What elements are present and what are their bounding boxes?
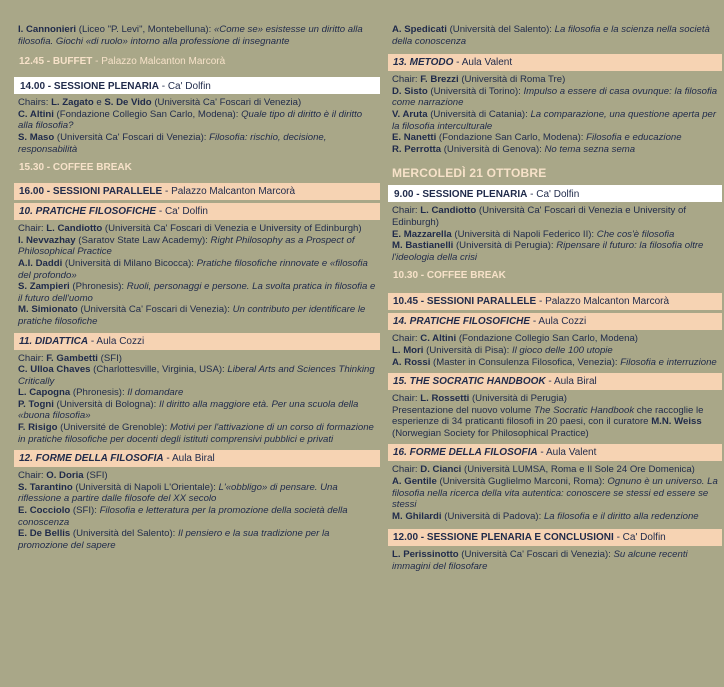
talk-title: Filosofia: rischio, decisione, responsabilità — [18, 131, 327, 155]
chair-affiliation: (Università LUMSA, Roma e Il Sole 24 Ore Domenica) — [461, 464, 695, 476]
session-venue: - Aula Cozzi — [88, 335, 145, 347]
talk-title: Che cos'è filosofia — [596, 228, 675, 240]
session-venue: - Palazzo Malcanton Marcorà — [162, 186, 296, 198]
buffet-label — [14, 54, 380, 70]
speaker-name: S. Maso — [18, 131, 55, 143]
talk-item — [18, 235, 376, 258]
chair-label: Chair: — [392, 74, 421, 86]
speaker-name: L. Capogna — [18, 387, 71, 399]
speaker-name: L. Perissinotto — [392, 549, 459, 561]
chair-affiliation: (Università Ca' Foscari di Venezia) — [151, 97, 302, 109]
description-text: Presentazione del nuovo volume — [392, 404, 534, 416]
session-time: 10.45 - SESSIONI PARALLELE — [393, 296, 537, 308]
speaker-name: S. Tarantino — [18, 481, 73, 493]
talk-title: Impulso a essere di casa ovunque: la filosofia come narrazione — [392, 85, 718, 109]
talk-title: Pratiche filosofiche rinnovate e «filosofia del profondo» — [18, 257, 368, 281]
intro-talk — [14, 24, 380, 47]
talk-title: La comparazione, una questione aperta per la filosofia interculturale — [392, 108, 717, 132]
chair-name: L. Zagato — [51, 97, 94, 109]
chair-label: Chair: — [392, 333, 421, 345]
speaker-affiliation: (Saratov State Law Academy): — [75, 234, 211, 246]
talk-item — [18, 281, 376, 304]
session-title: 10. PRATICHE FILOSOFICHE — [19, 206, 157, 218]
talk-item — [18, 505, 376, 528]
chair-name: L. Candiotto — [420, 205, 477, 217]
speaker-affiliation: (Università di Catania): — [427, 108, 531, 120]
chair-name: L. Candiotto — [46, 223, 103, 235]
plenaria-12-header — [388, 529, 722, 546]
speaker-affiliation: (Université de Grenoble): — [57, 422, 170, 434]
speaker-name: L. Mori — [392, 344, 424, 356]
session-16-header — [388, 444, 722, 461]
speaker-name: I. Nevvazhay — [18, 234, 76, 246]
talk-title: Filosofia e educazione — [586, 132, 682, 144]
speaker-affiliation: (Master in Consulenza Filosofica, Venezia): — [430, 356, 621, 368]
talk-title: L'«obbligo» di pensare. Una riflessione a partire dalle filosofe del XX secolo — [18, 481, 338, 505]
chair-affiliation: (Università Ca' Foscari di Venezia e University of Edinburgh) — [102, 223, 362, 235]
speaker-affiliation: (Università Ca' Foscari di Venezia): — [77, 304, 233, 316]
talk-item — [392, 86, 718, 109]
plenaria-14-header — [14, 77, 380, 94]
speaker-name: R. Perrotta — [392, 143, 442, 155]
talk-item — [392, 109, 718, 132]
speaker-affiliation: (Università Ca' Foscari di Venezia): — [458, 549, 614, 561]
buffet-time: 12.45 - BUFFET — [19, 56, 93, 68]
chair-name: C. Altini — [420, 333, 457, 345]
talk-title: «Come se» esistesse un diritto alla filosofia. Giochi «di ruolo» intorno alla professione di insegnante — [18, 24, 363, 47]
talk-title: Ognuno è un universo. La filosofia nella ricerca della vita autentica: conoscere se stessi ed essere se stessi — [392, 476, 718, 511]
speaker-name: C. Altini — [18, 108, 54, 120]
talk-title: Motivi per l'attivazione di un corso di formazione in pratiche filosofiche per docenti degli istituti comprensivi pubblici e privati — [18, 422, 374, 445]
speaker-affiliation: (Università di Torino): — [427, 85, 524, 97]
speaker-name: E. Mazzarella — [392, 228, 452, 240]
speaker-name: C. Ulloa Chaves — [18, 364, 91, 376]
speaker-name: M. Simionato — [18, 304, 78, 316]
session-venue: - Aula Valent — [537, 447, 597, 459]
speaker-affiliation: (Phronesis): — [70, 387, 128, 399]
chair-name: S. De Vido — [104, 97, 152, 109]
speaker-name: V. Aruta — [392, 108, 428, 120]
buffet-venue: - Palazzo Malcanton Marcorà — [92, 56, 226, 68]
talk-item — [18, 422, 376, 445]
session-15-header — [388, 373, 722, 390]
talk-title: Il diritto alla maggiore età. Per una scuola della «buona filosofia» — [18, 398, 359, 422]
talk-item — [392, 345, 718, 357]
talk-item — [392, 144, 718, 156]
speaker-name: E. Nanetti — [392, 132, 437, 144]
session-venue: - Aula Valent — [453, 57, 513, 69]
speaker-name: E. Cocciolo — [18, 505, 71, 517]
talk-item — [392, 229, 718, 241]
speaker-affiliation: (Università Guglielmo Marconi, Roma): — [436, 476, 608, 488]
description-text: che raccoglie le esperienze di 34 praticanti filosofi in 20 paesi, con il curatore — [392, 404, 704, 428]
session-venue: - Aula Biral — [163, 453, 215, 465]
session-14-body — [388, 333, 722, 368]
talk-title: Filosofia e letteratura per la promozione della società della conoscenza — [18, 505, 348, 528]
speaker-affiliation: (Fondazione San Carlo, Modena): — [436, 132, 587, 144]
left-column — [14, 24, 380, 551]
talk-title: Filosofia e interruzione — [620, 356, 717, 368]
talk-item — [392, 511, 718, 523]
speaker-name: A. Spedicati — [392, 24, 447, 35]
talk-item — [392, 240, 718, 263]
session-venue: - Aula Biral — [545, 376, 597, 388]
intro-talk — [388, 24, 722, 47]
chair-name: L. Rossetti — [420, 393, 470, 405]
talk-item — [18, 364, 376, 387]
curator-name: M.N. Weiss — [651, 416, 702, 428]
session-16-body — [388, 464, 722, 522]
right-column — [388, 24, 722, 573]
talk-item — [392, 357, 718, 369]
talk-item — [18, 258, 376, 281]
talk-title: Un contributo per identificare le pratiche filosofiche — [18, 304, 366, 327]
session-title: 15. THE SOCRATIC HANDBOOK — [393, 376, 546, 388]
chair-name: F. Gambetti — [46, 352, 98, 364]
session-13-header — [388, 54, 722, 71]
talk-item — [18, 387, 376, 399]
session-venue: - Ca' Dolfin — [613, 532, 666, 544]
talk-title: Liberal Arts and Sciences Thinking Critically — [18, 364, 375, 387]
chair-label: Chair: — [392, 205, 421, 217]
speaker-affiliation: (Università del Salento): — [70, 528, 178, 540]
session-11-header — [14, 333, 380, 350]
chair-affiliation: (SFI) — [97, 352, 122, 364]
plenaria-14-body — [14, 97, 380, 155]
session-venue: - Ca' Dolfin — [156, 206, 208, 218]
speaker-affiliation: (Università di Genova): — [441, 143, 545, 155]
speaker-affiliation: (Università di Padova): — [441, 510, 544, 522]
chair-name: F. Brezzi — [420, 74, 459, 86]
talk-item — [18, 304, 376, 327]
speaker-affiliation: (Università di Napoli Federico II): — [451, 228, 597, 240]
session-venue: - Ca' Dolfin — [158, 81, 211, 93]
session-15-body — [388, 393, 722, 439]
chair-label: Chair: — [392, 393, 421, 405]
plenaria-12-body — [388, 549, 722, 572]
session-12-body — [14, 470, 380, 551]
parallele-16-header — [14, 183, 380, 200]
speaker-affiliation: (Università di Pisa): — [423, 344, 512, 356]
speaker-name: D. Sisto — [392, 85, 428, 97]
talk-item — [392, 132, 718, 144]
coffee-break-label: 10.30 - COFFEE BREAK — [393, 270, 506, 282]
coffee-break-label: 15.30 - COFFEE BREAK — [19, 162, 132, 174]
talk-title: Il domandare — [127, 387, 184, 399]
talk-title: Ruoli, personaggi e persone. La svolta pratica in filosofia e il futuro dell'uomo — [18, 281, 376, 304]
curator-affiliation: (Norwegian Society for Philosophical Practice) — [392, 427, 589, 439]
chairs-label: Chairs: — [18, 97, 52, 109]
speaker-affiliation: (Università Ca' Foscari di Venezia): — [54, 131, 210, 143]
speaker-name: F. Risigo — [18, 422, 58, 434]
chair-affiliation: (SFI) — [83, 470, 108, 482]
talk-title: Right Philosophy as a Prospect of Philosophical Practice — [18, 234, 355, 258]
speaker-name: A.I. Daddi — [18, 257, 63, 269]
session-13-body — [388, 74, 722, 155]
session-title: 14. PRATICHE FILOSOFICHE — [393, 316, 531, 328]
talk-title: Ripensare il futuro: la filosofia oltre l'ideologia della crisi — [392, 240, 704, 263]
speaker-name: P. Togni — [18, 398, 54, 410]
talk-item — [18, 399, 376, 422]
speaker-name: M. Ghilardi — [392, 510, 442, 522]
session-10-body — [14, 223, 380, 327]
chair-label: Chair: — [18, 352, 47, 364]
session-time: 14.00 - SESSIONE PLENARIA — [20, 81, 159, 93]
chair-label: Chair: — [392, 464, 421, 476]
parallele-1045-header — [388, 293, 722, 310]
chair-name: O. Doria — [46, 470, 84, 482]
talk-title: Quale tipo di diritto è il diritto alla filosofia? — [18, 108, 363, 132]
book-title: The Socratic Handbook — [533, 404, 635, 416]
speaker-affiliation: (Università di Napoli L'Orientale): — [72, 481, 219, 493]
speaker-affiliation: (Università di Milano Bicocca): — [62, 257, 197, 269]
talk-title: Il gioco delle 100 utopie — [511, 344, 613, 356]
chair-name: D. Cianci — [420, 464, 462, 476]
speaker-affiliation: (Fondazione Collegio San Carlo, Modena): — [53, 108, 242, 120]
talk-title: No tema sezna sema — [544, 143, 636, 155]
talk-title: La filosofia e il diritto alla redenzione — [543, 510, 699, 522]
plenaria-9-body — [388, 205, 722, 263]
speaker-name: A. Rossi — [392, 356, 431, 368]
session-12-header — [14, 450, 380, 467]
chair-affiliation: (Università Ca' Foscari di Venezia e University of Edinburgh) — [392, 205, 686, 228]
chair-affiliation: (Fondazione Collegio San Carlo, Modena) — [456, 333, 639, 345]
speaker-affiliation: (Liceo "P. Levi", Montebelluna): — [76, 24, 214, 35]
session-venue: - Ca' Dolfin — [527, 189, 580, 201]
chair-conjunction: e — [93, 97, 105, 109]
speaker-affiliation: (Charlottesville, Virginia, USA): — [90, 364, 228, 376]
session-title: 11. DIDATTICA — [19, 335, 89, 347]
session-title: 13. METODO — [393, 57, 454, 69]
speaker-name: M. Bastianelli — [392, 240, 454, 252]
chair-affiliation: (Università di Roma Tre) — [458, 74, 566, 86]
talk-title: Il pensiero e la sua tradizione per la promozione del sapere — [18, 528, 330, 551]
chair-label: Chair: — [18, 470, 47, 482]
talk-title: Su alcune recenti immagini del filosofare — [392, 549, 688, 573]
session-11-body — [14, 353, 380, 446]
speaker-name: I. Cannonieri — [18, 24, 77, 35]
session-time: 12.00 - SESSIONE PLENARIA E CONCLUSIONI — [393, 532, 614, 544]
speaker-name: E. De Bellis — [18, 528, 71, 540]
talk-item — [392, 476, 718, 511]
session-venue: - Palazzo Malcanton Marcorà — [536, 296, 670, 308]
session-14-header — [388, 313, 722, 330]
session-time: 16.00 - SESSIONI PARALLELE — [19, 186, 163, 198]
day-heading: MERCOLEDÌ 21 OTTOBRE — [392, 166, 547, 181]
session-10-header — [14, 203, 380, 220]
session-venue: - Aula Cozzi — [530, 316, 587, 328]
speaker-affiliation: (SFI): — [70, 505, 100, 517]
talk-title: La filosofia e la scienza nella società della conoscenza — [392, 24, 710, 47]
speaker-affiliation: (Phronesis): — [69, 281, 127, 293]
speaker-name: A. Gentile — [392, 476, 437, 488]
talk-item — [18, 528, 376, 551]
speaker-affiliation: (Università di Perugia): — [453, 240, 557, 252]
session-time: 9.00 - SESSIONE PLENARIA — [394, 189, 528, 201]
plenaria-9-header — [388, 185, 722, 202]
speaker-name: S. Zampieri — [18, 281, 70, 293]
chair-affiliation: (Università di Perugia) — [469, 393, 567, 405]
speaker-affiliation: (Università di Bologna): — [53, 398, 159, 410]
chair-label: Chair: — [18, 223, 47, 235]
speaker-affiliation: (Università del Salento): — [446, 24, 555, 35]
talk-item — [18, 482, 376, 505]
session-title: 16. FORME DELLA FILOSOFIA — [393, 447, 538, 459]
session-title: 12. FORME DELLA FILOSOFIA — [19, 453, 164, 465]
